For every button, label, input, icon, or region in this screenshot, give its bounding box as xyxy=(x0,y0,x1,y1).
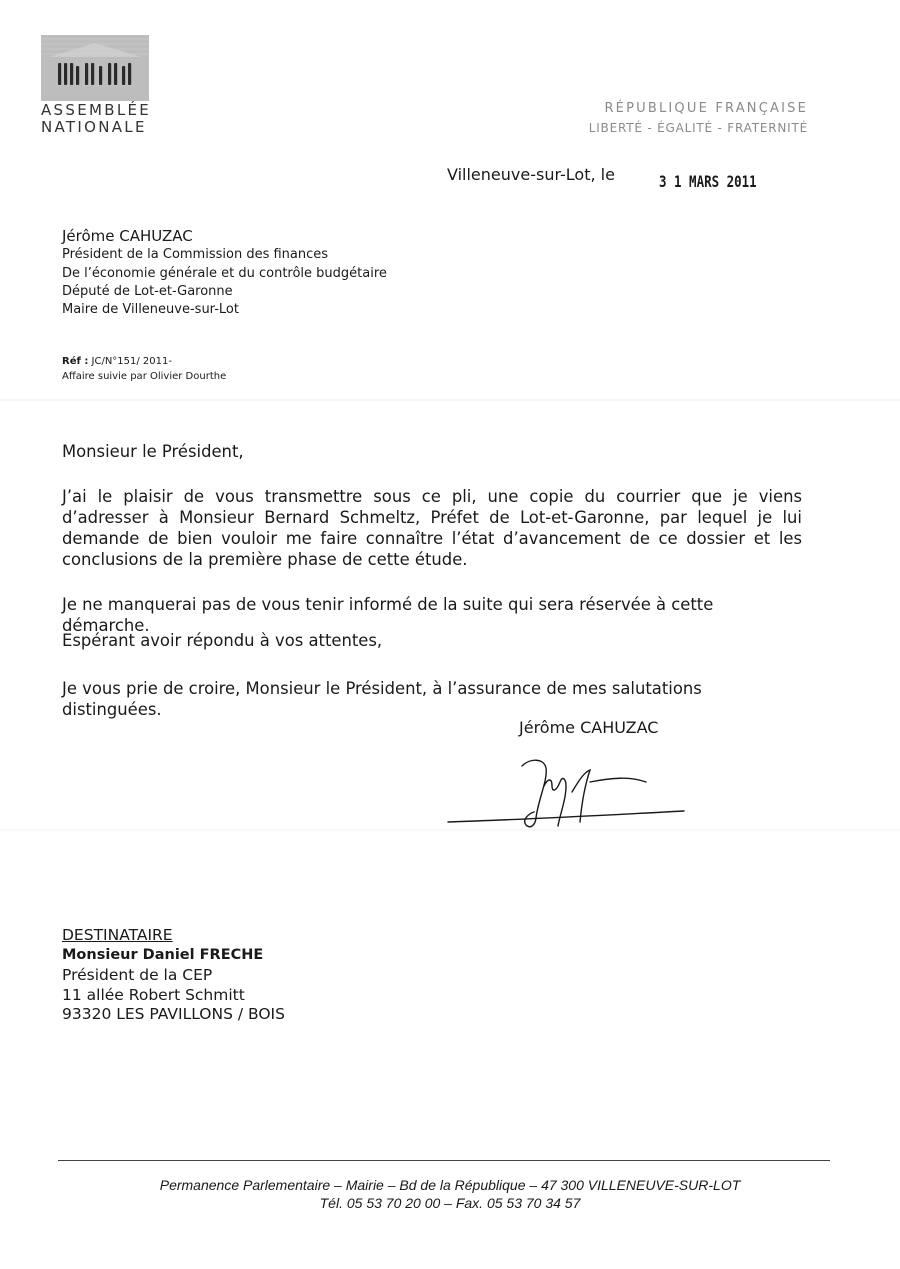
closing-paragraph: Je vous prie de croire, Monsieur le Président, à l’assurance de mes salutations distinguées. xyxy=(62,679,702,719)
footer-address: Permanence Parlementaire – Mairie – Bd de la République – 47 300 VILLENEUVE-SUR-LOT xyxy=(159,1177,741,1193)
signatory-name: Jérôme CAHUZAC xyxy=(519,718,659,737)
date-place: Villeneuve-sur-Lot, le xyxy=(447,165,615,184)
sender-title-line: De l’économie générale et du contrôle budgétaire xyxy=(62,266,387,281)
reference-label: Réf : xyxy=(62,356,89,367)
sender-name: Jérôme CAHUZAC xyxy=(62,227,193,245)
sender-title-line: Maire de Villeneuve-sur-Lot xyxy=(62,302,239,317)
org-name-line1: ASSEMBLÉE xyxy=(41,101,152,119)
body-paragraph: J’ai le plaisir de vous transmettre sous ce pli, une copie du courrier que je viens d’adresser à Monsieur Bernard Schmeltz, Préfet de Lot-et-Garonne, par lequel je lui demande de bien vouloir me faire connaître l’état d’avancement de ce dossier et les conclusions de la première phase de cette étude. xyxy=(62,487,802,569)
recipient-heading: DESTINATAIRE xyxy=(62,926,173,944)
footer-divider xyxy=(58,1160,830,1161)
sender-title-line: Député de Lot-et-Garonne xyxy=(62,284,233,299)
sender-title-line: Président de la Commission des finances xyxy=(62,247,329,262)
handwritten-signature xyxy=(440,752,690,832)
salutation: Monsieur le Président, xyxy=(62,442,244,461)
body-paragraph: Espérant avoir répondu à vos attentes, xyxy=(62,631,383,650)
recipient-name: Monsieur Daniel FRECHE xyxy=(62,947,264,963)
case-handler: Affaire suivie par Olivier Dourthe xyxy=(62,371,227,382)
reference-value: JC/N°151/ 2011- xyxy=(91,356,172,367)
org-name-line2: NATIONALE xyxy=(41,118,147,136)
assemblee-nationale-logo xyxy=(41,35,149,101)
date-stamp: 3 1 MARS 2011 xyxy=(659,172,757,191)
body-paragraph: Je ne manquerai pas de vous tenir informé de la suite qui sera réservée à cette démarche. xyxy=(62,595,714,635)
republic-title: RÉPUBLIQUE FRANÇAISE xyxy=(604,101,808,116)
republic-motto: LIBERTÉ - ÉGALITÉ - FRATERNITÉ xyxy=(588,121,808,135)
footer-contact: Tél. 05 53 70 20 00 – Fax. 05 53 70 34 57 xyxy=(319,1195,581,1211)
recipient-address-line: 11 allée Robert Schmitt xyxy=(62,986,245,1004)
recipient-address-line: Président de la CEP xyxy=(62,966,213,984)
recipient-address-line: 93320 LES PAVILLONS / BOIS xyxy=(62,1005,285,1023)
paper-fold-line xyxy=(0,398,900,402)
hemicycle-columns-icon xyxy=(41,35,149,101)
reference xyxy=(62,356,172,367)
